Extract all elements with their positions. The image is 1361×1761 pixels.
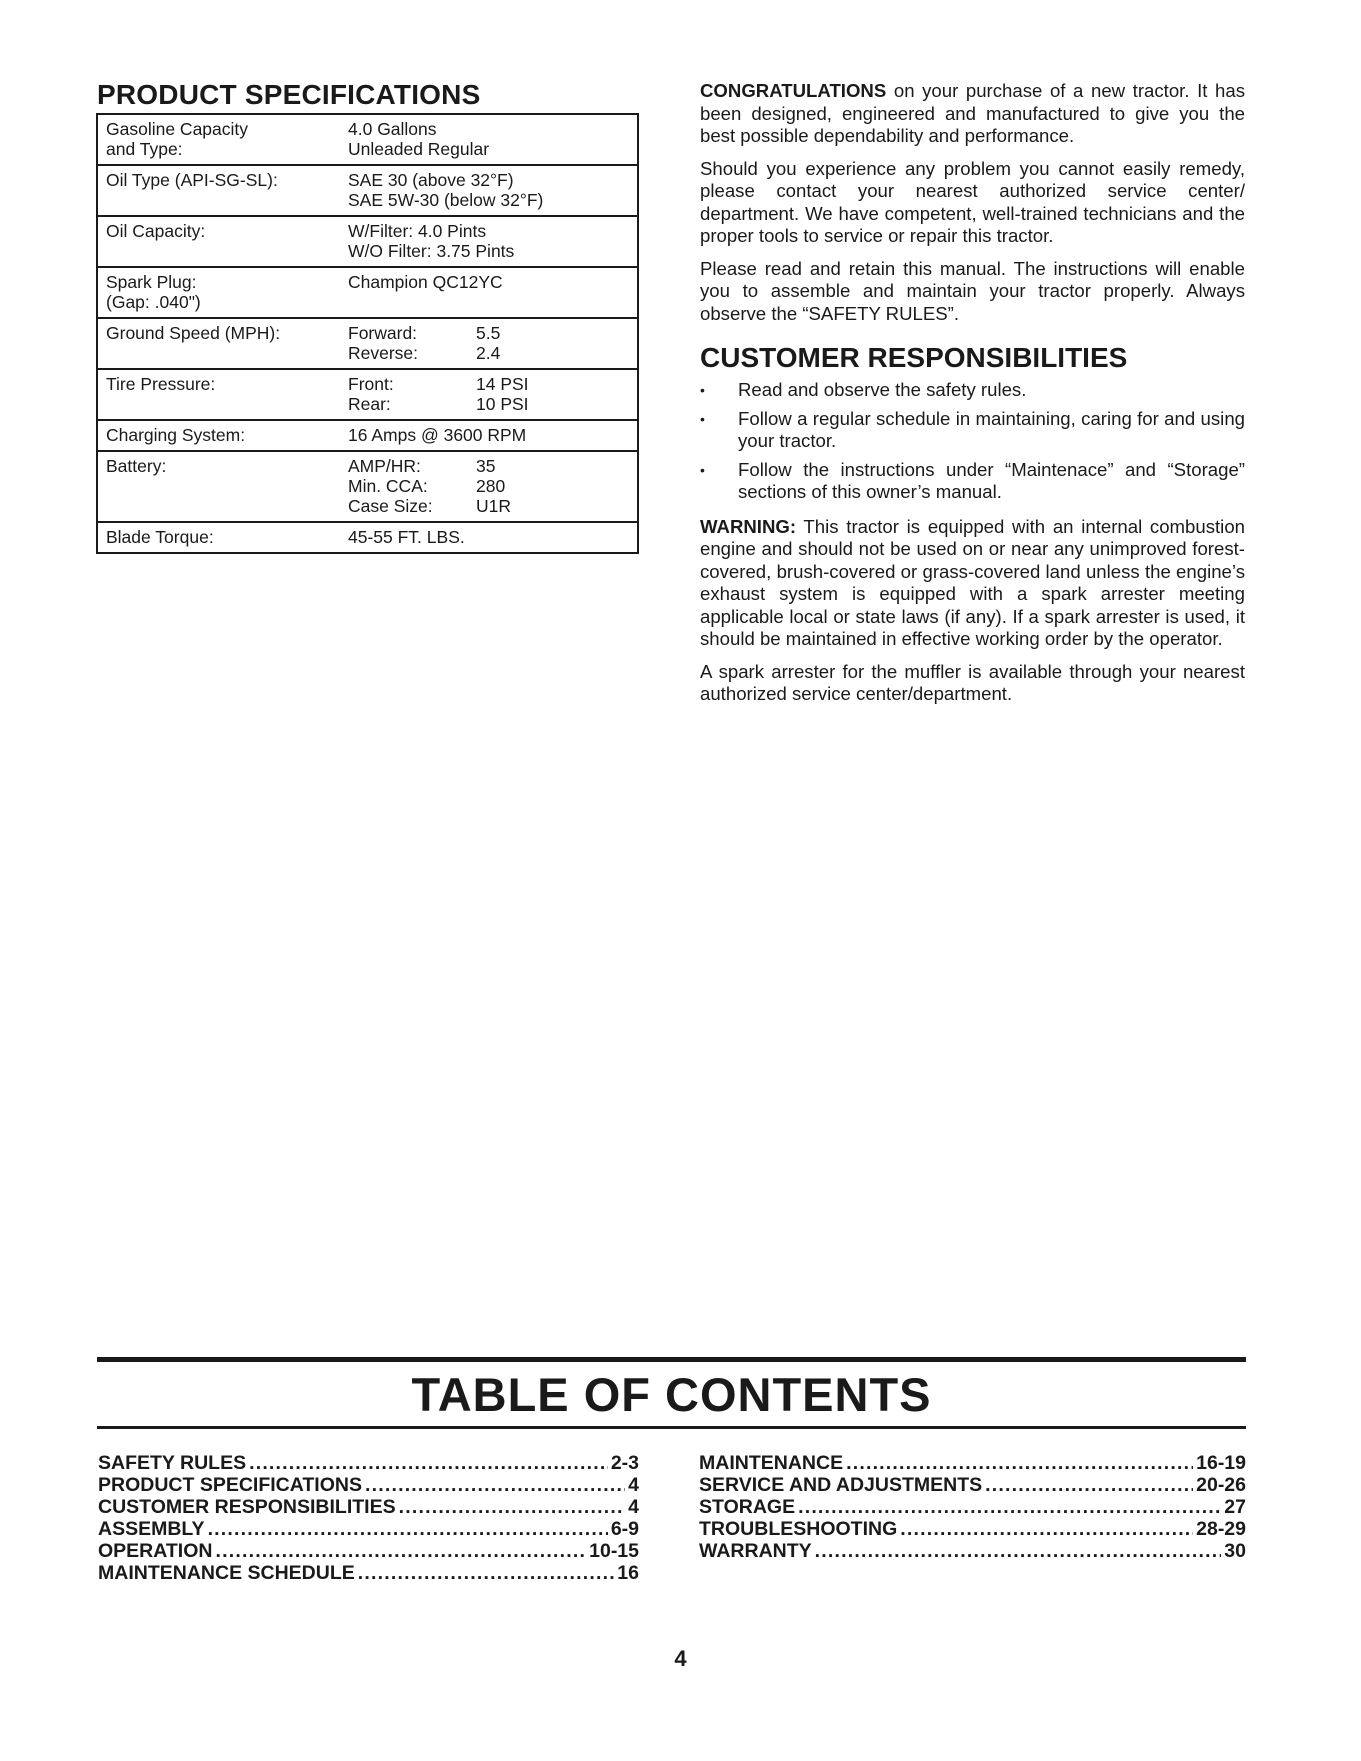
toc-left-column [98,1452,639,1584]
spec-row [98,266,637,317]
toc-entry-label: OPERATION [98,1540,213,1562]
toc-entry-page: 6-9 [610,1518,639,1540]
toc-title: TABLE OF CONTENTS [411,1368,932,1421]
spec-row [98,419,637,450]
spec-value-number: 14 PSI [476,374,529,394]
spec-label [98,221,348,261]
toc-entry-label: WARRANTY [699,1540,812,1562]
spec-label-line: Blade Torque: [106,527,214,547]
toc-entry-page: 16-19 [1196,1452,1246,1474]
toc-entry-label: MAINTENANCE SCHEDULE [98,1562,355,1584]
spec-value-key: Case Size: [348,496,433,516]
spec-value-key: Unleaded Regular [348,139,490,159]
responsibility-item: • Follow the instructions under “Maintenace” and “Storage” sections of this owner’s manual. [700,459,1245,504]
spec-value-line [348,425,637,445]
spec-value-line [348,374,637,394]
toc-bottom-rule [97,1426,1246,1429]
spec-label [98,119,348,159]
spec-values [348,425,637,445]
toc-entry-label: TROUBLESHOOTING [699,1518,898,1540]
spec-values [348,272,637,312]
spec-value-key: Champion QC12YC [348,272,503,292]
toc-dot-leader [900,1518,1193,1540]
congrats-text: on your purchase of a new tractor. It has been designed, engineered and manufactured to give you the best possible dependability and performance. [700,80,1245,146]
spec-value-line [348,476,637,496]
toc-dot-leader [249,1452,608,1474]
spec-label [98,323,348,363]
spec-label [98,456,348,516]
toc-entry-page: 20-26 [1196,1474,1246,1496]
spec-value-line [348,323,637,343]
spec-value-key: W/Filter: 4.0 Pints [348,221,487,241]
spec-value-line [348,272,637,292]
toc-entry-label: MAINTENANCE [699,1452,844,1474]
toc-entry-page: 2-3 [610,1452,639,1474]
toc-entry [699,1496,1246,1518]
spec-label-line: Ground Speed (MPH): [106,323,281,343]
spec-value-line [348,221,637,241]
spec-value-line [348,170,637,190]
spec-label [98,170,348,210]
spec-value-key: Front: [348,374,394,394]
spec-value-line [348,241,637,261]
toc-top-rule [97,1357,1246,1362]
toc-dot-leader [846,1452,1193,1474]
spec-label-line: Charging System: [106,425,246,445]
spec-value-key: Min. CCA: [348,476,428,496]
warning-text: This tractor is equipped with an internal combustion engine and should not be used on or near any unimproved forest-covered, brush-covered or grass-covered land unless the engine’s exhaust system is equipped with a spark arrester meeting applicable local or state laws (if any). If a spark arrester is used, it should be maintained in effective working order by the operator. [700,515,1245,649]
spec-value-key: W/O Filter: 3.75 Pints [348,241,515,261]
right-column [700,80,1245,716]
spec-values [348,456,637,516]
spec-label-line: Oil Type (API-SG-SL): [106,170,278,190]
toc-right-column [699,1452,1246,1562]
spec-row [98,368,637,419]
toc-entry [699,1518,1246,1540]
toc-entry-label: SERVICE AND ADJUSTMENTS [699,1474,983,1496]
spec-value-line [348,139,637,159]
toc-entry-label: CUSTOMER RESPONSIBILITIES [98,1496,396,1518]
spec-value-number: 5.5 [476,323,501,343]
spec-value-number: 2.4 [476,343,501,363]
spec-value-line [348,190,637,210]
spec-label-line: Tire Pressure: [106,374,216,394]
toc-entry-page: 4 [628,1474,639,1496]
toc-dot-leader [815,1540,1222,1562]
toc-entry [98,1452,639,1474]
spec-row [98,317,637,368]
page-number: 4 [674,1646,687,1671]
spec-value-key: SAE 30 (above 32°F) [348,170,514,190]
spec-value-key: Forward: [348,323,418,343]
spec-label [98,425,348,445]
responsibility-item: • Follow a regular schedule in maintaining, caring for and using your tractor. [700,408,1245,453]
spec-row [98,450,637,521]
spec-value-line [348,343,637,363]
spec-value-number: 10 PSI [476,394,529,414]
toc-dot-leader [215,1540,586,1562]
spec-row [98,521,637,552]
spec-label-line: Battery: [106,456,167,476]
manual-paragraph: Please read and retain this manual. The instructions will enable you to assemble and maintain your tractor properly. Always observe the “SAFETY RULES”. [700,257,1245,324]
spec-value-key: 16 Amps @ 3600 RPM [348,425,527,445]
toc-entry [98,1562,639,1584]
toc-dot-leader [798,1496,1221,1518]
toc-dot-leader [399,1496,626,1518]
spec-values [348,119,637,159]
spec-values [348,374,637,414]
toc-dot-leader [208,1518,608,1540]
spec-values [348,170,637,210]
spec-value-key: SAE 5W-30 (below 32°F) [348,190,544,210]
warning-paragraph [700,516,1245,651]
spec-values [348,221,637,261]
spec-value-line [348,527,637,547]
spec-row [98,115,637,164]
spec-label-line: Oil Capacity: [106,221,206,241]
spec-value-key: Rear: [348,394,391,414]
toc-entry-page: 10-15 [589,1540,639,1562]
warning-lead: WARNING: [700,515,797,537]
spec-value-number: 280 [476,476,506,496]
spec-values [348,323,637,363]
toc-dot-leader [358,1562,615,1584]
spec-value-line [348,456,637,476]
toc-entry-label: STORAGE [699,1496,796,1518]
toc-entry-page: 27 [1224,1496,1246,1518]
spec-value-line [348,119,637,139]
congrats-paragraph [700,80,1245,148]
toc-dot-leader [985,1474,1193,1496]
spec-value-line [348,496,637,516]
toc-entry [98,1474,639,1496]
toc-entry [98,1540,639,1562]
toc-dot-leader [365,1474,625,1496]
problem-paragraph: Should you experience any problem you cannot easily remedy, please contact your nearest authorized service center/ department. We have competent, well-trained technicians and the proper tools to service or repair this tractor. [700,157,1245,246]
spec-label [98,527,348,547]
arrester-paragraph: A spark arrester for the muffler is available through your nearest authorized service center/department. [700,660,1245,704]
spec-label [98,272,348,312]
toc-entry-page: 30 [1224,1540,1246,1562]
toc-entry-page: 4 [628,1496,639,1518]
spec-label-line: (Gap: .040") [106,292,201,312]
spec-label-line: Gasoline Capacity [106,119,249,139]
toc-entry [98,1518,639,1540]
spec-values [348,527,637,547]
spec-label-line: Spark Plug: [106,272,197,292]
spec-label [98,374,348,414]
spec-value-line [348,394,637,414]
spec-value-key: Reverse: [348,343,419,363]
responsibility-list [700,379,1245,504]
spec-value-key: AMP/HR: [348,456,421,476]
toc-entry-page: 28-29 [1196,1518,1246,1540]
toc-entry [699,1452,1246,1474]
responsibility-item: • Read and observe the safety rules. [700,379,1245,402]
toc-entry-label: ASSEMBLY [98,1518,205,1540]
spec-row [98,164,637,215]
spec-title: PRODUCT SPECIFICATIONS [97,79,481,110]
toc-entry [699,1540,1246,1562]
toc-entry-label: SAFETY RULES [98,1452,247,1474]
congrats-lead: CONGRATULATIONS [700,80,887,101]
spec-value-key: 4.0 Gallons [348,119,437,139]
toc-entry-page: 16 [617,1562,639,1584]
toc-entry-label: PRODUCT SPECIFICATIONS [98,1474,362,1496]
spec-value-number: 35 [476,456,496,476]
spec-row [98,215,637,266]
spec-value-number: U1R [476,496,512,516]
toc-entry [699,1474,1246,1496]
spec-label-line: and Type: [106,139,183,159]
toc-entry [98,1496,639,1518]
spec-value-key: 45-55 FT. LBS. [348,527,465,547]
spec-table [96,113,639,554]
customer-responsibilities-title: CUSTOMER RESPONSIBILITIES [700,342,1128,373]
